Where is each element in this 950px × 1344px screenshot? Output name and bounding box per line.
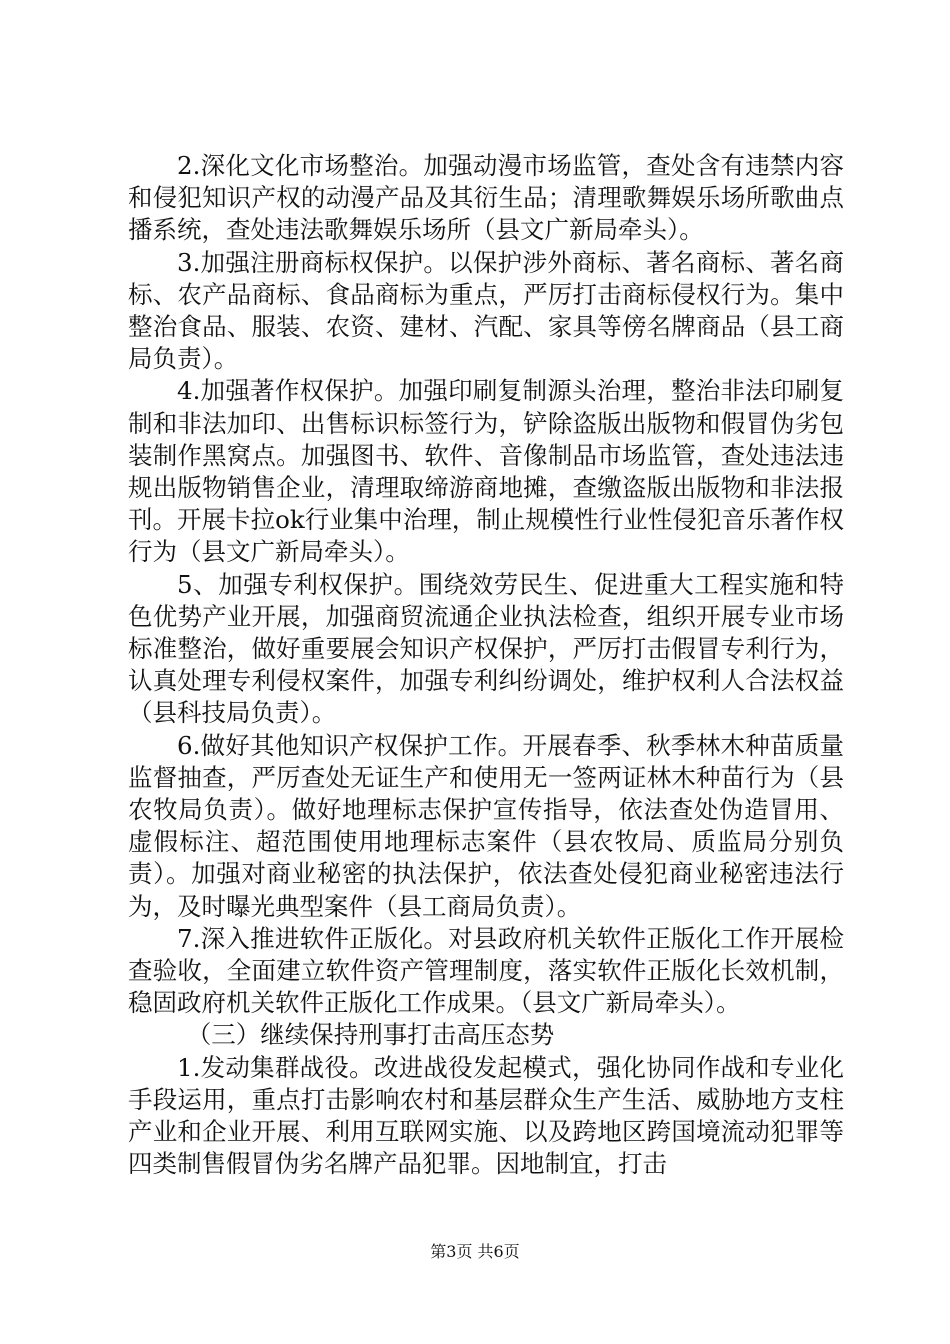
paragraph-trademark: 3.加强注册商标权保护。以保护涉外商标、著名商标、著名商标、农产品商标、食品商标为重点，严厉打击商标侵权行为。集中整治食品、服装、农资、建材、汽配、家具等傍名牌商品（县工商局负责）。 xyxy=(128,247,844,374)
page-number-footer: 第3页 共6页 xyxy=(430,1242,520,1261)
document-body xyxy=(128,150,844,1181)
paragraph-copyright: 4.加强著作权保护。加强印刷复制源头治理，整治非法印刷复制和非法加印、出售标识标签行为，铲除盗版出版物和假冒伪劣包装制作黑窝点。加强图书、软件、音像制品市场监管，查处违法违规出版物销售企业，清理取缔游商地摊，查缴盗版出版物和非法报刊。开展卡拉ok行业集中治理，制止规模性行业性侵犯音乐著作权行为（县文广新局牵头）。 xyxy=(128,376,844,567)
paragraph-software: 7.深入推进软件正版化。对县政府机关软件正版化工作开展检查验收，全面建立软件资产管理制度，落实软件正版化长效机制，稳固政府机关软件正版化工作成果。（县文广新局牵头）。 xyxy=(128,923,844,1018)
paragraph-culture-market: 2.深化文化市场整治。加强动漫市场监管，查处含有违禁内容和侵犯知识产权的动漫产品及其衍生品；清理歌舞娱乐场所歌曲点播系统，查处违法歌舞娱乐场所（县文广新局牵头）。 xyxy=(128,151,844,245)
paragraph-patent: 5、加强专利权保护。围绕效劳民生、促进重大工程实施和特色优势产业开展，加强商贸流通企业执法检查，组织开展专业市场标准整治，做好重要展会知识产权保护，严厉打击假冒专利行为，认真处理专利侵权案件，加强专利纠纷调处，维护权利人合法权益（县科技局负责）。 xyxy=(128,569,844,728)
section-heading: （三）继续保持刑事打击高压态势 xyxy=(186,1020,555,1050)
paragraph-cluster-campaign: 1.发动集群战役。改进战役发起模式，强化协同作战和专业化手段运用，重点打击影响农村和基层群众生产生活、威胁地方支柱产业和企业开展、利用互联网实施、以及跨地区跨国境流动犯罪等四类制售假冒伪劣名牌产品犯罪。因地制宜，打击 xyxy=(128,1052,844,1179)
paragraph-other-ip: 6.做好其他知识产权保护工作。开展春季、秋季林木种苗质量监督抽查，严厉查处无证生产和使用无一签两证林木种苗行为（县农牧局负责）。做好地理标志保护宣传指导，依法查处伪造冒用、虚假标注、超范围使用地理标志案件（县农牧局、质监局分别负责）。加强对商业秘密的执法保护，依法查处侵犯商业秘密违法行为，及时曝光典型案件（县工商局负责）。 xyxy=(128,730,844,921)
